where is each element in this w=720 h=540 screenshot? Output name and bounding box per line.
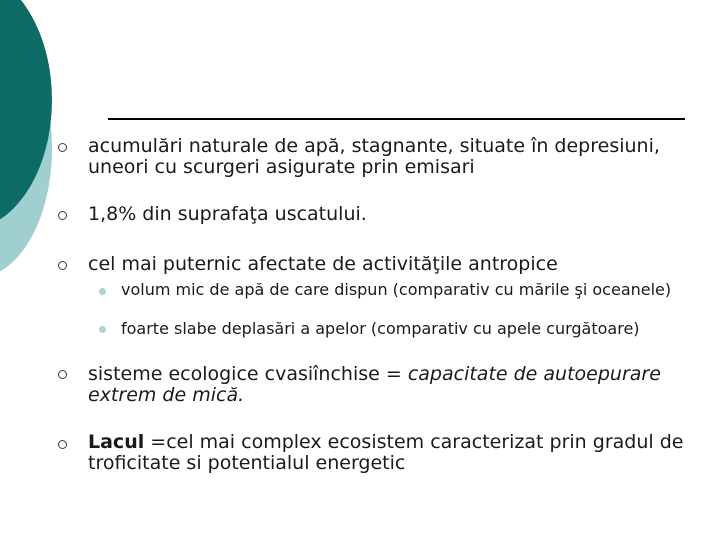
list-item	[88, 136, 688, 178]
list-item	[88, 364, 688, 406]
list-item	[88, 254, 688, 275]
list-item-text: =cel mai complex ecosistem caracterizat prin gradul de troficitate si potentialul energetic	[88, 431, 684, 474]
sub-bullet-icon	[99, 288, 106, 295]
title-divider	[108, 118, 685, 120]
sub-list-item	[121, 281, 691, 298]
bullet-icon	[58, 440, 67, 449]
sub-bullet-icon	[99, 326, 106, 333]
list-item-italic-text: capacitate de autoepurare extrem de mică.	[88, 363, 661, 406]
bullet-icon	[58, 143, 67, 152]
sub-list-item-text: volum mic de apă de care dispun (comparativ cu mările şi oceanele)	[121, 280, 672, 299]
sub-list-item-text: foarte slabe deplasări a apelor (comparativ cu apele curgătoare)	[121, 319, 640, 338]
list-item-text: acumulări naturale de apă, stagnante, situate în depresiuni, uneori cu scurgeri asigurate prin emisari	[88, 135, 660, 178]
bullet-icon	[58, 370, 67, 379]
bullet-icon	[58, 211, 67, 220]
list-item-text: 1,8% din suprafaţa uscatului.	[88, 203, 367, 225]
list-item	[88, 432, 688, 474]
list-item-text: cel mai puternic afectate de activităţile antropice	[88, 253, 558, 275]
sub-list-item	[121, 320, 691, 337]
list-item-bold-text: Lacul	[88, 431, 145, 453]
bullet-icon	[58, 261, 67, 270]
list-item	[88, 204, 688, 225]
list-item-text: sisteme ecologice cvasiînchise =	[88, 363, 408, 385]
